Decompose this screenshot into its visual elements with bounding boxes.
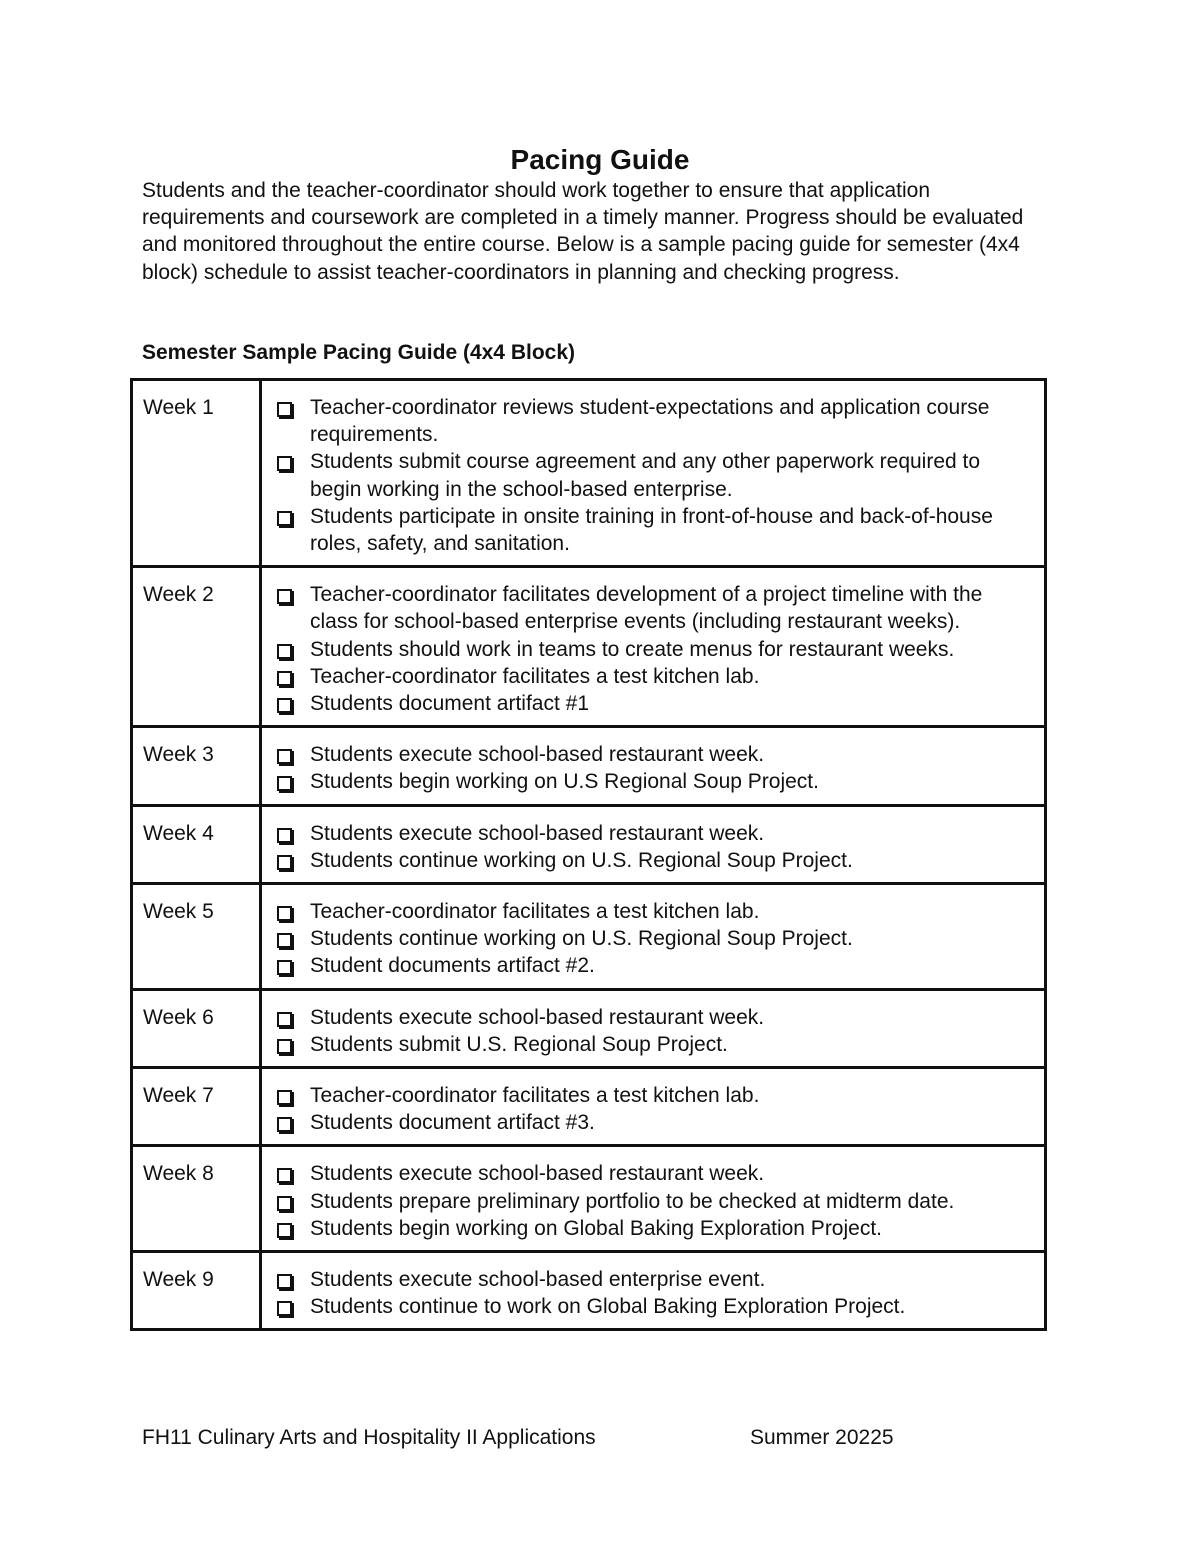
task-item [310,898,1034,925]
pacing-guide-body [132,380,1046,1330]
checkbox-icon [277,1012,292,1027]
task-text: Students execute school-based enterprise event. [310,1268,766,1292]
checkbox-icon [277,589,292,604]
task-text: Students execute school-based restaurant week. [310,821,765,845]
task-text: Students document artifact #1 [310,692,589,716]
task-text: Student documents artifact #2. [310,954,595,978]
task-item [310,1266,1034,1293]
tasks-cell [261,1068,1046,1146]
week-cell [132,1146,261,1252]
week-row [132,805,1046,883]
task-item [310,741,1034,768]
task-text: Teacher-coordinator facilitates a test kitchen lab. [310,1084,760,1108]
week-label: Week 8 [143,1162,214,1186]
task-text: Students should work in teams to create menus for restaurant weeks. [310,637,955,661]
week-cell [132,567,261,727]
week-cell [132,380,261,567]
week-label: Week 7 [143,1084,214,1108]
task-list [262,381,1044,565]
week-label: Week 6 [143,1005,214,1029]
week-label: Week 2 [143,583,214,607]
checkbox-icon [277,1090,292,1105]
task-item [310,636,1034,663]
footer-term: Summer 20225 [750,1426,894,1449]
tasks-cell [261,1252,1046,1330]
checkbox-icon [277,776,292,791]
week-label: Week 3 [143,743,214,767]
table-heading: Semester Sample Pacing Guide (4x4 Block) [142,341,576,364]
week-row [132,1252,1046,1330]
task-text: Students document artifact #3. [310,1111,595,1135]
task-text: Students begin working on Global Baking Exploration Project. [310,1216,883,1240]
checkbox-icon [277,644,292,659]
pacing-guide-table [130,378,1047,1331]
tasks-cell [261,380,1046,567]
task-list [262,1147,1044,1250]
week-row [132,989,1046,1067]
checkbox-icon [277,906,292,921]
task-item [310,581,1034,635]
week-cell [132,1252,261,1330]
checkbox-icon [277,1168,292,1183]
checkbox-icon [277,698,292,713]
task-text: Teacher-coordinator facilitates a test kitchen lab. [310,664,760,688]
footer-course: FH11 Culinary Arts and Hospitality II Applications [142,1426,596,1449]
task-item [310,925,1034,952]
week-label: Week 9 [143,1268,214,1292]
task-text: Students continue working on U.S. Regional Soup Project. [310,927,853,951]
week-cell [132,884,261,990]
task-list [262,728,1044,803]
tasks-cell [261,805,1046,883]
task-item [310,1082,1034,1109]
checkbox-icon [277,749,292,764]
checkbox-icon [277,933,292,948]
task-text: Students prepare preliminary portfolio to be checked at midterm date. [310,1189,955,1213]
week-cell [132,989,261,1067]
checkbox-icon [277,402,292,417]
tasks-cell [261,1146,1046,1252]
checkbox-icon [277,511,292,526]
task-item [310,1293,1034,1320]
task-item [310,820,1034,847]
tasks-cell [261,989,1046,1067]
week-row [132,1146,1046,1252]
tasks-cell [261,567,1046,727]
task-text: Students participate in onsite training in front-of-house and back-of-house roles, safety, and sanitation. [310,504,993,556]
checkbox-icon [277,855,292,870]
checkbox-icon [277,960,292,975]
week-cell [132,1068,261,1146]
task-text: Students begin working on U.S Regional Soup Project. [310,770,819,794]
task-item [310,1215,1034,1242]
page-title: Pacing Guide [510,144,690,175]
task-list [262,885,1044,988]
task-item [310,1188,1034,1215]
task-text: Students continue working on U.S. Regional Soup Project. [310,848,853,872]
week-cell [132,805,261,883]
task-text: Students execute school-based restaurant week. [310,743,765,767]
week-row [132,567,1046,727]
task-item [310,768,1034,795]
week-row [132,727,1046,805]
task-item [310,1031,1034,1058]
checkbox-icon [277,1274,292,1289]
week-label: Week 5 [143,900,214,924]
task-text: Students execute school-based restaurant week. [310,1162,765,1186]
week-cell [132,727,261,805]
checkbox-icon [277,1223,292,1238]
week-label: Week 4 [143,821,214,845]
task-item [310,394,1034,448]
task-item [310,1109,1034,1136]
task-item [310,663,1034,690]
task-list [262,568,1044,725]
task-text: Students submit course agreement and any other paperwork required to begin working in the school-based enterprise. [310,450,981,501]
task-text: Teacher-coordinator facilitates development of a project timeline with the class for school-based enterprise events (including restaurant weeks). [310,583,983,634]
checkbox-icon [277,1039,292,1054]
task-text: Teacher-coordinator facilitates a test kitchen lab. [310,900,760,924]
week-row [132,884,1046,990]
task-list [262,991,1044,1066]
task-text: Teacher-coordinator reviews student-expectations and application course requirements. [310,396,990,447]
checkbox-icon [277,828,292,843]
task-item [310,1004,1034,1031]
week-label: Week 1 [143,396,214,419]
checkbox-icon [277,671,292,686]
task-item [310,1160,1034,1187]
week-row [132,1068,1046,1146]
task-item [310,503,1034,557]
task-item [310,690,1034,717]
tasks-cell [261,884,1046,990]
task-item [310,847,1034,874]
checkbox-icon [277,456,292,471]
week-row [132,380,1046,567]
intro-paragraph: Students and the teacher-coordinator should work together to ensure that application requirements and coursework are completed in a timely manner. Progress should be evaluated and monitored throughout the entire course. Below is a sample pacing guide for semester (4x4 block) schedule to assist teacher-coordinators in planning and checking progress. [142,179,1024,284]
task-list [262,1253,1044,1328]
checkbox-icon [277,1301,292,1316]
checkbox-icon [277,1117,292,1132]
task-item [310,448,1034,502]
task-list [262,1069,1044,1144]
task-item [310,952,1034,979]
checkbox-icon [277,1196,292,1211]
task-text: Students execute school-based restaurant week. [310,1005,765,1029]
task-text: Students continue to work on Global Baking Exploration Project. [310,1295,906,1319]
tasks-cell [261,727,1046,805]
task-list [262,807,1044,882]
task-text: Students submit U.S. Regional Soup Project. [310,1032,728,1056]
